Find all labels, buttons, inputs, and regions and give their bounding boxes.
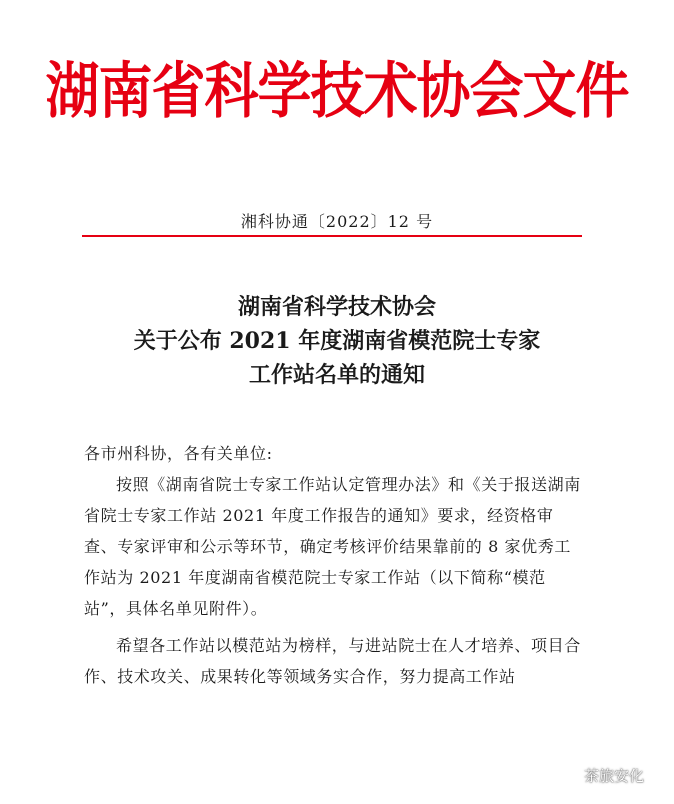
body-paragraph: 希望各工作站以模范站为榜样，与进站院士在人才培养、项目合作、技术攻关、成果转化等领域务实合作，努力提高工作站 xyxy=(84,636,581,686)
document-header-title: 湖南省科学技术协会文件 xyxy=(45,55,629,126)
notice-title xyxy=(0,290,674,392)
notice-body xyxy=(84,438,584,692)
account-watermark xyxy=(556,760,644,790)
salutation: 各市州科协，各有关单位: xyxy=(84,444,273,463)
wechat-icon xyxy=(556,766,578,784)
body-paragraph: 按照《湖南省院士专家工作站认定管理办法》和《关于报送湖南省院士专家工作站 2021 年度工作报告的通知》要求，经资格审查、专家评审和公示等环节，确定考核评价结果靠前的 8 家优秀工作站为 2021 年度湖南省模范院士专家工作站（以下简称“模范站”，具体名单见附件）。 xyxy=(84,475,581,618)
notice-title-line: 关于公布 2021 年度湖南省模范院士专家 xyxy=(133,328,541,354)
header-divider xyxy=(82,235,582,237)
notice-title-line: 工作站名单的通知 xyxy=(248,362,425,388)
watermark-text: 茶旅安化 xyxy=(584,766,645,785)
document-number: 湘科协通〔2022〕12 号 xyxy=(240,212,434,231)
notice-title-line: 湖南省科学技术协会 xyxy=(237,294,436,320)
